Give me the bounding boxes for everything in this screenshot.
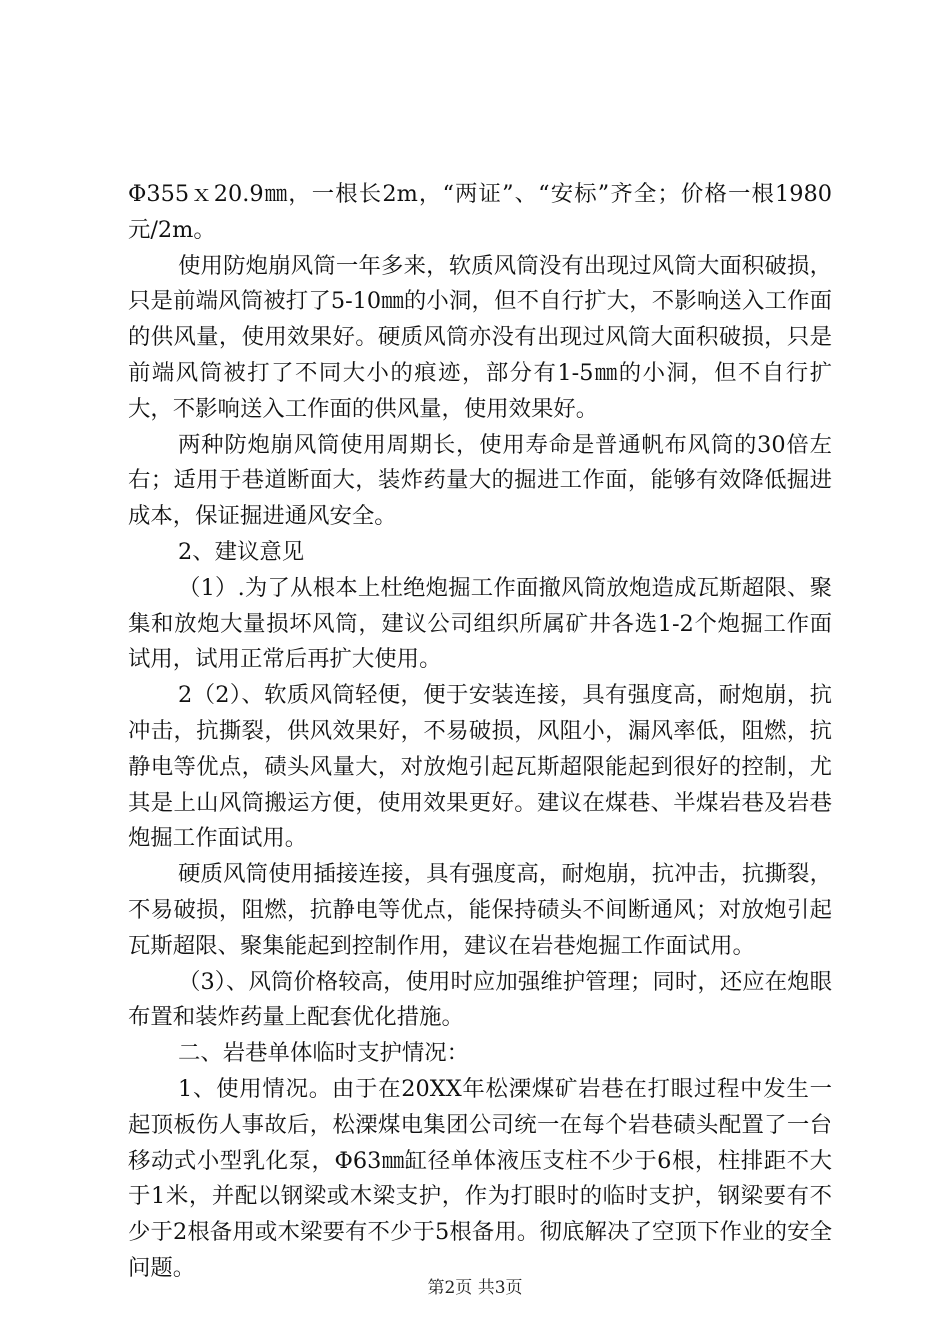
- heading-suggestions: 2、建议意见: [178, 538, 305, 565]
- paragraph-suggestion-1: （1）.为了从根本上杜绝炮掘工作面撤风筒放炮造成瓦斯超限、聚集和放炮大量损坏风筒，建议公司组织所属矿井各选1-2个炮掘工作面试用，试用正常后再扩大使用。: [128, 574, 832, 673]
- heading-support: 二、岩巷单体临时支护情况：: [178, 1040, 470, 1067]
- paragraph-service-life: 两种防炮崩风筒使用周期长，使用寿命是普通帆布风筒的30倍左右；适用于巷道断面大，装炸药量大的掘进工作面，能够有效降低掘进成本，保证掘进通风安全。: [128, 431, 832, 530]
- paragraph-hard-duct: 硬质风筒使用插接连接，具有强度高，耐炮崩，抗冲击，抗撕裂，不易破损，阻燃，抗静电等优点，能保持碛头不间断通风；对放炮引起瓦斯超限、聚集能起到控制作用，建议在岩巷炮掘工作面试用。: [128, 861, 832, 959]
- document-body: [128, 177, 832, 1287]
- paragraph-suggestion-2: 2（2）、软质风筒轻便，便于安装连接，具有强度高，耐炮崩，抗冲击，抗撕裂，供风效果好，不易破损，风阻小，漏风率低，阻燃，抗静电等优点，碛头风量大，对放炮引起瓦斯超限能起到很好的控制，尤其是上山风筒搬运方便，使用效果更好。建议在煤巷、半煤岩巷及岩巷炮掘工作面试用。: [128, 682, 832, 852]
- paragraph-support-usage: 1、使用情况。由于在20XX年松溧煤矿岩巷在打眼过程中发生一起顶板伤人事故后，松溧煤电集团公司统一在每个岩巷碛头配置了一台移动式小型乳化泵，Φ63㎜缸径单体液压支柱不少于6根，柱排距不大于1米，并配以钢梁或木梁支护，作为打眼时的临时支护，钢梁要有不少于2根备用或木梁要有不少于5根备用。彻底解决了空顶下作业的安全问题。: [128, 1075, 832, 1281]
- page-footer: 第2页 共3页: [427, 1278, 523, 1298]
- paragraph-suggestion-3: （3）、风筒价格较高，使用时应加强维护管理；同时，还应在炮眼布置和装炸药量上配套优化措施。: [128, 968, 832, 1031]
- paragraph-usage-effect: 使用防炮崩风筒一年多来，软质风筒没有出现过风筒大面积破损，只是前端风筒被打了5-10㎜的小洞，但不自行扩大，不影响送入工作面的供风量，使用效果好。硬质风筒亦没有出现过风筒大面积破损，只是前端风筒被打了不同大小的痕迹，部分有1-5㎜的小洞，但不自行扩大，不影响送入工作面的供风量，使用效果好。: [128, 252, 832, 422]
- paragraph-price: Φ355ｘ20.9㎜，一根长2m，“两证”、“安标”齐全；价格一根1980元/2m。: [128, 181, 832, 243]
